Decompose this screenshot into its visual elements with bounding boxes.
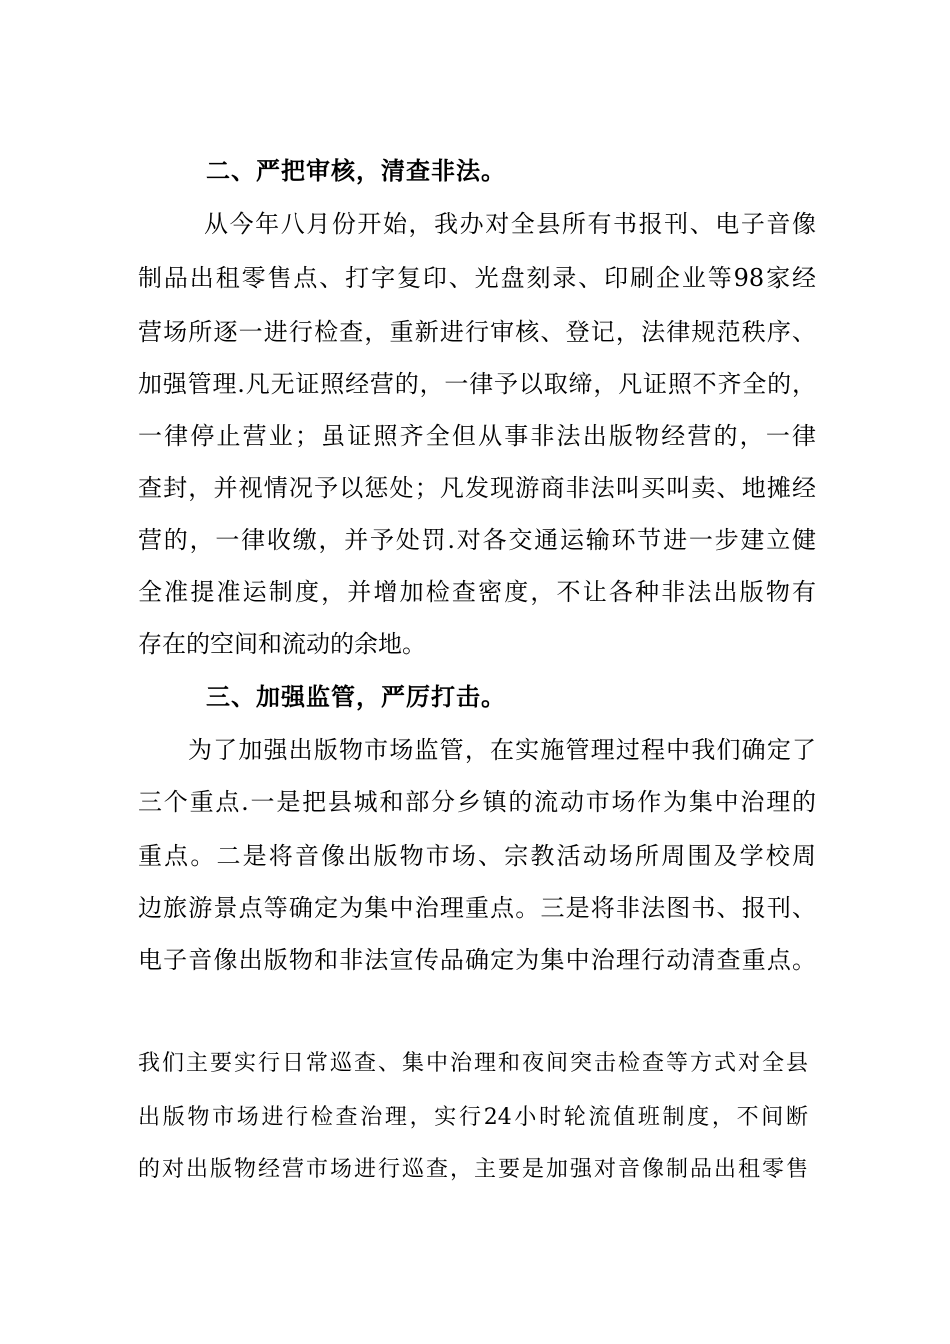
- paragraph-line: 查封，并视情况予以惩处；凡发现游商非法叫买叫卖、地摊经: [138, 474, 816, 502]
- paragraph-line: 出版物市场进行检查治理，实行24小时轮流值班制度，不间断: [138, 1105, 808, 1130]
- paragraph-line: 全准提准运制度，并增加检查密度，不让各种非法出版物有: [138, 578, 816, 606]
- paragraph-line: 的对出版物经营市场进行巡查，主要是加强对音像制品出租零售: [138, 1157, 808, 1182]
- paragraph-line: 边旅游景点等确定为集中治理重点。三是将非法图书、报刊、: [138, 894, 816, 922]
- paragraph-line: 从今年八月份开始，我办对全县所有书报刊、电子音像: [204, 210, 816, 238]
- paragraph-line: 营的，一律收缴，并予处罚.对各交通运输环节进一步建立健: [138, 526, 816, 554]
- paragraph-line: 三个重点.一是把县城和部分乡镇的流动市场作为集中治理的: [138, 788, 816, 816]
- paragraph-line: 重点。二是将音像出版物市场、宗教活动场所周围及学校周: [138, 842, 816, 870]
- paragraph-line: 制品出租零售点、打字复印、光盘刻录、印刷企业等98家经: [138, 264, 816, 292]
- section-heading-3: 三、加强监管，严厉打击。: [206, 683, 506, 711]
- paragraph-line: 电子音像出版物和非法宣传品确定为集中治理行动清查重点。: [138, 946, 816, 974]
- section-heading-2: 二、严把审核，清查非法。: [206, 157, 506, 185]
- paragraph-line: 营场所逐一进行检查，重新进行审核、登记，法律规范秩序、: [138, 318, 816, 346]
- paragraph-line: 一律停止营业；虽证照齐全但从事非法出版物经营的，一律: [138, 422, 816, 450]
- paragraph-line: 为了加强出版物市场监管，在实施管理过程中我们确定了: [188, 736, 816, 764]
- paragraph-line: 存在的空间和流动的余地。: [138, 630, 426, 658]
- paragraph-line: 加强管理.凡无证照经营的，一律予以取缔，凡证照不齐全的，: [138, 370, 816, 398]
- paragraph-line: 我们主要实行日常巡查、集中治理和夜间突击检查等方式对全县: [138, 1051, 808, 1076]
